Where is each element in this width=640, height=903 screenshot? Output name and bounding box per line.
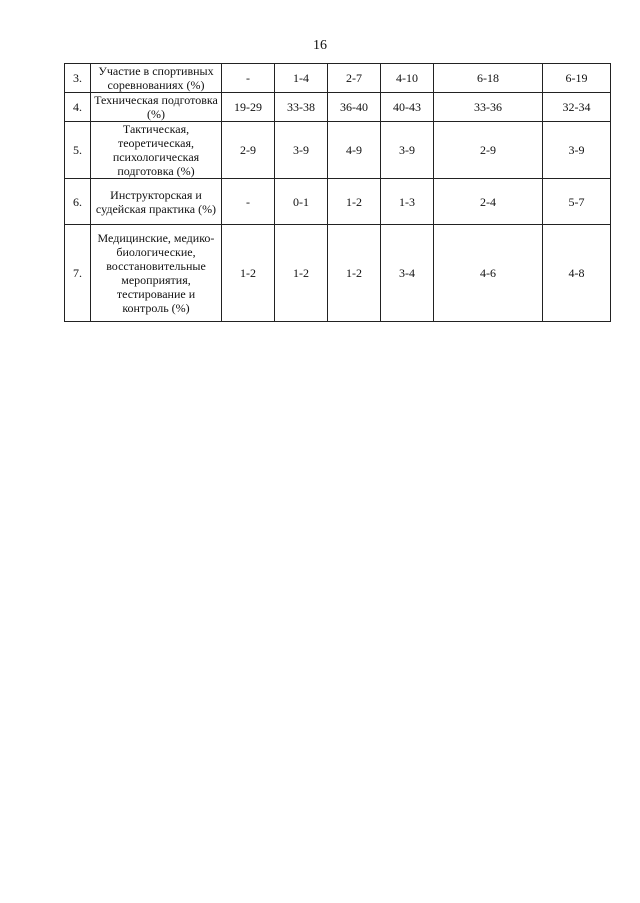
value-cell: 32-34 — [543, 93, 611, 122]
row-number: 4. — [65, 93, 91, 122]
row-label: Тактическая, теоретическая, психологическая подготовка (%) — [91, 122, 222, 179]
value-cell: 4-6 — [434, 225, 543, 322]
row-number: 6. — [65, 179, 91, 225]
table-row — [65, 225, 611, 322]
value-cell: 2-4 — [434, 179, 543, 225]
value-cell: 40-43 — [381, 93, 434, 122]
value-cell: 2-9 — [222, 122, 275, 179]
row-number: 3. — [65, 64, 91, 93]
row-label: Техническая подготовка (%) — [91, 93, 222, 122]
value-cell: 33-36 — [434, 93, 543, 122]
value-cell: 36-40 — [328, 93, 381, 122]
table-row — [65, 93, 611, 122]
value-cell: 3-9 — [381, 122, 434, 179]
row-label: Участие в спортивных соревнованиях (%) — [91, 64, 222, 93]
value-cell: 2-9 — [434, 122, 543, 179]
table-row — [65, 122, 611, 179]
value-cell: 3-4 — [381, 225, 434, 322]
value-cell: 4-10 — [381, 64, 434, 93]
value-cell: 33-38 — [275, 93, 328, 122]
value-cell: 6-19 — [543, 64, 611, 93]
value-cell: 19-29 — [222, 93, 275, 122]
value-cell: 2-7 — [328, 64, 381, 93]
value-cell: 4-8 — [543, 225, 611, 322]
row-number: 5. — [65, 122, 91, 179]
table-row — [65, 64, 611, 93]
value-cell: - — [222, 64, 275, 93]
value-cell: 1-2 — [222, 225, 275, 322]
value-cell: 3-9 — [543, 122, 611, 179]
value-cell: - — [222, 179, 275, 225]
value-cell: 1-2 — [275, 225, 328, 322]
row-label: Инструкторская и судейская практика (%) — [91, 179, 222, 225]
row-number: 7. — [65, 225, 91, 322]
row-label: Медицинские, медико-биологические, восстановительные мероприятия, тестирование и контроль (%) — [91, 225, 222, 322]
training-norms-table — [64, 63, 611, 322]
table-row — [65, 179, 611, 225]
value-cell: 4-9 — [328, 122, 381, 179]
value-cell: 0-1 — [275, 179, 328, 225]
value-cell: 1-4 — [275, 64, 328, 93]
value-cell: 5-7 — [543, 179, 611, 225]
value-cell: 3-9 — [275, 122, 328, 179]
value-cell: 1-2 — [328, 179, 381, 225]
value-cell: 6-18 — [434, 64, 543, 93]
value-cell: 1-2 — [328, 225, 381, 322]
value-cell: 1-3 — [381, 179, 434, 225]
page-number: 16 — [313, 38, 327, 53]
